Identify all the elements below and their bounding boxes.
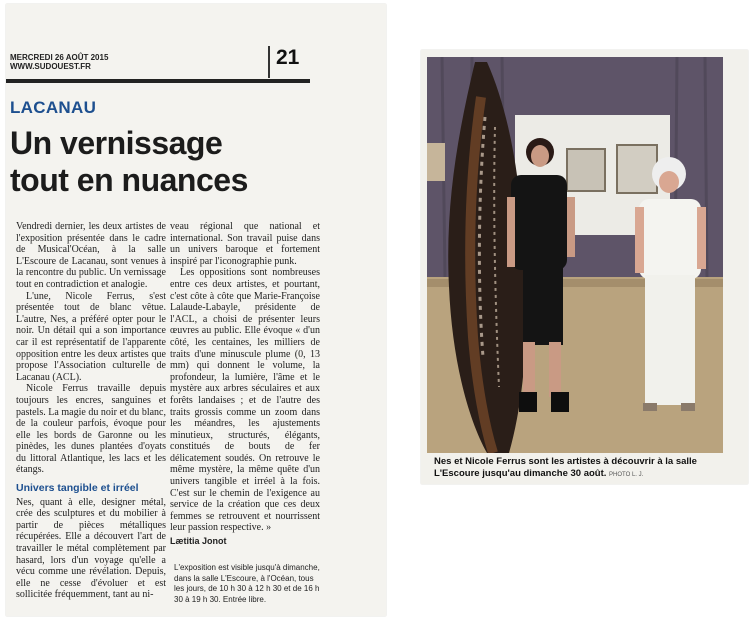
paragraph-nes: Nes, quant à elle, designer métal, crée des sculptures et du mobilier à partir de pièces métalliques récupérées. Elle a découvert l'art de travailler le métal complètement par hasard, lors d'un voyage qu'elle a vécu comme une révélation. Depuis, elle ne cesse d'évoluer et est sollicitée fréquemment, tant au ni-	[16, 496, 166, 601]
article-column-right	[170, 221, 320, 548]
headline-line-2: tout en nuances	[10, 162, 248, 198]
issue-date: MERCREDI 26 AOÛT 2015	[10, 53, 109, 62]
photo-credit: PHOTO L. J.	[609, 472, 644, 478]
paragraph-oppositions: Les oppositions sont nombreuses entre ces deux artistes, et pourtant, c'est côte à côte que Marie-Françoise Lalaude-Labayle, présidente de l'ACL, a choisi de présenter leurs œuvres au public. Elle évoque « d'un côté, les centaines, les milliers de traits d'une minuscule plume (0, 13 mm) qui donnent le volume, la profondeur, la lumière, l'âme et le mystère aux arbres séculaires et aux forêts landaises ; et de l'autre des traits grossis comme un zoom dans les méandres, les ajustements minutieux, structurés, élégants, constitués de bouts de fer délicatement soudés. On retrouve le même mystère, la même quête d'un univers tangible et irréel à la fois. C'est sur le chemin de l'exigence au service de la création que ces deux femmes se retrouvent et nourrissent leur passion respective. »	[170, 267, 320, 534]
paragraph-artists: L'une, Nicole Ferrus, s'est présentée tout de blanc vêtue. L'autre, Nes, a préféré opter pour le noir. Un détail qui a son importance car il est représentatif de l'apparente opposition entre les deux artistes que propose l'Association culturelle de Lacanau (ACL).	[16, 290, 166, 383]
page-number-divider	[268, 46, 270, 78]
paragraph-intro: Vendredi dernier, les deux artistes de l'exposition présentée dans le cadre de Musical'Océan, à la salle L'Escoure de Lacanau, sont venues à la rencontre du public. Un vernissage tout en contradiction et analogie.	[16, 221, 166, 290]
article-column-left	[16, 221, 166, 601]
author-byline: Lætitia Jonot	[170, 536, 227, 547]
dateline	[10, 53, 108, 71]
photo-illustration	[427, 57, 723, 453]
website: WWW.SUDOUEST.FR	[10, 62, 91, 71]
paragraph-nicole: Nicole Ferrus travaille depuis toujours les encres, sanguines et pastels. La magie du noir et du blanc, de la couleur parfois, évoque pour elle les bords de Garonne ou les pinèdes, les dunes plantées d'oyats du littoral Atlantique, les lacs et les étangs.	[16, 383, 166, 476]
headline-line-1: Un vernissage	[10, 125, 223, 161]
exhibition-info: L'exposition est visible jusqu'à dimanche, dans la salle L'Escoure, à l'Océan, tous les jours, de 10 h 30 à 12 h 30 et de 16 h 30 à 19 h 30. Entrée libre.	[174, 563, 320, 604]
masthead	[6, 10, 118, 78]
header-rule	[6, 79, 310, 83]
headline	[10, 125, 340, 199]
subheading: Univers tangible et irréel	[16, 482, 139, 495]
photo-caption	[434, 456, 734, 481]
paragraph-continued: veau régional que national et international. Son travail puise dans un univers baroque et fortement inspiré par l'iconographie punk.	[170, 221, 320, 267]
page-number: 21	[276, 46, 300, 69]
caption-text: Nes et Nicole Ferrus sont les artistes à découvrir à la salle L'Escoure jusqu'au dimanche 30 août.	[434, 456, 697, 479]
exhibition-photo	[427, 57, 723, 453]
section-label: LACANAU	[10, 98, 97, 117]
